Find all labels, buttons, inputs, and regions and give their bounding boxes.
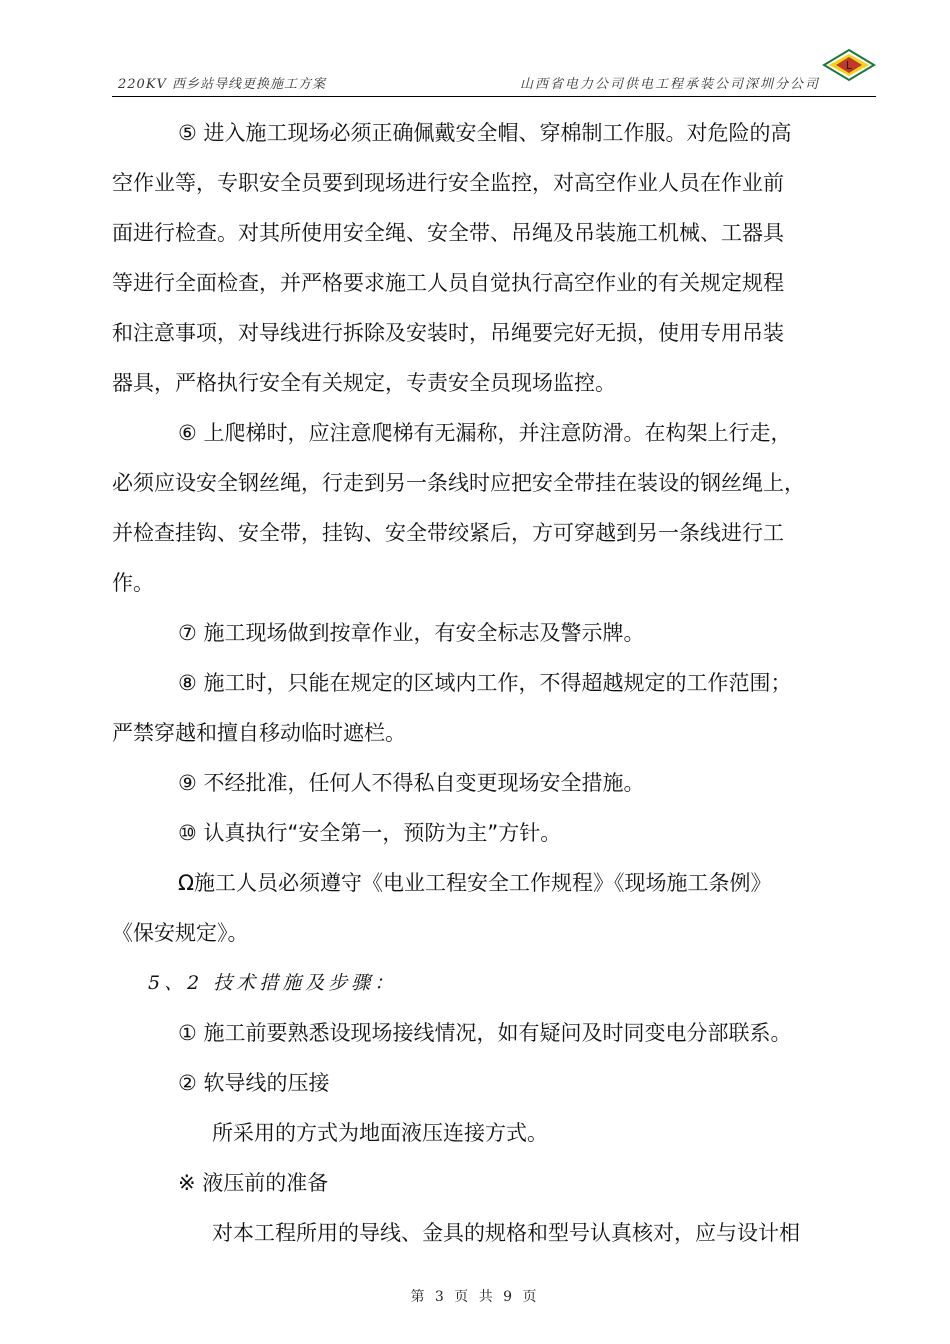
section-heading: 5、2 技术措施及步骤：	[148, 972, 398, 994]
paragraph-line: 所采用的方式为地面液压连接方式。	[212, 1121, 548, 1145]
paragraph-line: ⑥ 上爬梯时，应注意爬梯有无漏称，并注意防滑。在构架上行走，	[178, 421, 792, 445]
page-number-footer: 第 3 页 共 9 页	[410, 1289, 540, 1305]
company-logo	[822, 48, 876, 82]
svg-text:L: L	[845, 59, 853, 72]
header-company-name: 山西省电力公司供电工程承装公司深圳分公司	[519, 77, 820, 92]
paragraph-line: 并检查挂钩、安全带，挂钩、安全带绞紧后，方可穿越到另一条线进行工	[112, 521, 784, 545]
paragraph-line: 和注意事项，对导线进行拆除及安装时，吊绳要完好无损，使用专用吊装	[112, 321, 784, 345]
header-document-title: 220KV 西乡站导线更换施工方案	[118, 77, 327, 92]
paragraph-line: ① 施工前要熟悉设现场接线情况，如有疑问及时同变电分部联系。	[178, 1021, 792, 1045]
paragraph-line: 空作业等，专职安全员要到现场进行安全监控，对高空作业人员在作业前	[112, 171, 784, 195]
paragraph-line: ⑨ 不经批准，任何人不得私自变更现场安全措施。	[178, 771, 645, 795]
paragraph-line: 面进行检查。对其所使用安全绳、安全带、吊绳及吊装施工机械、工器具	[112, 221, 784, 245]
header-rule	[112, 96, 876, 97]
paragraph-line: ※ 液压前的准备	[178, 1171, 329, 1195]
paragraph-line: 作。	[112, 571, 154, 595]
paragraph-line: 对本工程所用的导线、金具的规格和型号认真核对，应与设计相	[212, 1221, 800, 1245]
paragraph-line: ⑦ 施工现场做到按章作业，有安全标志及警示牌。	[178, 621, 645, 645]
paragraph-line: Ω施工人员必须遵守《电业工程安全工作规程》《现场施工条例》	[178, 871, 772, 895]
paragraph-line: 等进行全面检查，并严格要求施工人员自觉执行高空作业的有关规定规程	[112, 271, 784, 295]
paragraph-line: 严禁穿越和擅自移动临时遮栏。	[112, 721, 406, 745]
paragraph-line: ② 软导线的压接	[178, 1071, 330, 1095]
paragraph-line: ⑩ 认真执行“安全第一，预防为主”方针。	[178, 821, 562, 845]
paragraph-line: 《保安规定》。	[112, 921, 249, 945]
paragraph-line: 器具，严格执行安全有关规定，专责安全员现场监控。	[112, 371, 616, 395]
paragraph-line: 必须应设安全钢丝绳，行走到另一条线时应把安全带挂在装设的钢丝绳上，	[112, 471, 805, 495]
paragraph-line: ⑤ 进入施工现场必须正确佩戴安全帽、穿棉制工作服。对危险的高	[178, 121, 792, 145]
paragraph-line: ⑧ 施工时，只能在规定的区域内工作，不得超越规定的工作范围；	[178, 671, 792, 695]
